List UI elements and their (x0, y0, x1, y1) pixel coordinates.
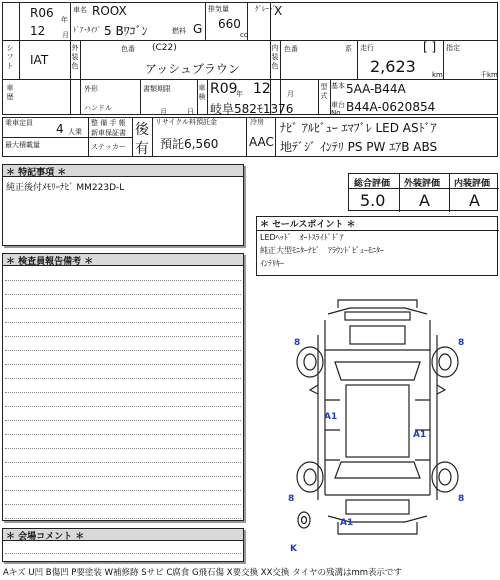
base-label: 基本 (331, 82, 345, 90)
displacement-unit: cc (240, 31, 248, 39)
chassis-label: 車台No. (331, 101, 345, 117)
remark-ruled-line (5, 294, 241, 295)
rear-right-tire-mark: 8 (458, 494, 465, 504)
maxload-label: 最大積載量 (5, 141, 40, 149)
inspector-remarks-box (2, 253, 244, 521)
sales-point-3: ｲﾝﾃﾘｷｰ (260, 259, 284, 268)
remark-ruled-line (5, 476, 241, 477)
damage-legend: Aキズ U凹 B傷凹 P要塗装 W補修跡 Sサビ C腐食 G飛石傷 X要交換 XX交換 タイヤの残溝はmm表示です (3, 568, 403, 578)
remark-ruled-line (5, 406, 241, 407)
special-notes-title: ＊ 特記事項 ＊ (6, 168, 67, 178)
remark-ruled-line (5, 308, 241, 309)
remark-ruled-line (5, 336, 241, 337)
year-unit: 年 (61, 16, 68, 24)
remark-ruled-line (5, 434, 241, 435)
color-code: (C22) (152, 43, 177, 53)
warranty-mark: 有 (135, 141, 149, 157)
equipment-line-1: ﾅﾋﾞ ｱﾙﾋﾞｭｰ ｴﾏﾌﾞﾚ LED ASﾄﾞｱ (280, 121, 437, 135)
history-label: 車歴 (6, 84, 14, 101)
remark-ruled-line (5, 322, 241, 323)
handle-label: ハンドル (84, 104, 112, 112)
year: R06 (30, 6, 54, 20)
rear-k-mark: K (290, 544, 297, 554)
venue-comment-title: ＊ 会場コメント ＊ (6, 532, 85, 542)
interior-grade-label: 内装評価 (454, 179, 491, 189)
interior-grade: A (469, 191, 480, 210)
sales-points-box (256, 216, 498, 276)
plate-number: 岐阜582ﾓ1376 (210, 102, 294, 116)
model-type: 5AA-B44A (346, 82, 406, 96)
exterior-grade-label: 外装評価 (404, 179, 441, 189)
sales-points-title: ＊ セールスポイント ＊ (260, 220, 356, 230)
capacity-unit: 人乗 (68, 128, 82, 136)
sales-point-2: 純正大型ﾓﾆﾀｰﾅﾋﾞ ｱﾗｳﾝﾄﾞﾋﾞｭｰﾓﾆﾀｰ (260, 246, 384, 255)
equipment-line-2: 地ﾃﾞｼﾞ ｲﾝﾃﾘ PS PW ｴｱB ABS (280, 140, 438, 154)
special-notes-box (2, 164, 244, 246)
car-outline (280, 290, 475, 552)
rear-bumper-mark: A1 (340, 518, 354, 528)
shift: IAT (30, 53, 49, 67)
color-code-label: 色番 (121, 45, 135, 53)
inspection-label: 車検 (198, 84, 206, 101)
int-system-label: 系 (345, 45, 352, 53)
inspection-year-unit: 年 (236, 90, 243, 98)
total-grade-label: 総合評価 (354, 179, 391, 189)
remark-ruled-line (5, 364, 241, 365)
maintenance-label: 整 備 手 帳 (91, 119, 126, 127)
fuel-label: 燃料 (172, 27, 186, 35)
front-right-tire-mark: 8 (458, 338, 465, 348)
maintenance-mark: 後 (135, 122, 149, 138)
sticker-label: ステッカー (91, 143, 126, 151)
venue-comment-box (2, 528, 244, 562)
inspection-month: 12 (253, 81, 271, 97)
recycle-label: リサイクル料預託金 (155, 118, 218, 126)
book-month: 月 (160, 108, 167, 116)
model-name: ROOX (92, 4, 127, 18)
displacement-label: 排気量 (208, 5, 229, 13)
int-color-label: 内装色 (271, 44, 279, 70)
front-left-tire-mark: 8 (294, 338, 301, 348)
model-label: 車名 (73, 6, 87, 14)
remark-ruled-line (5, 448, 241, 449)
remark-ruled-line (5, 378, 241, 379)
displacement: 660 (218, 17, 241, 31)
color-name: アッシュブラウン (145, 62, 240, 76)
remark-ruled-line (5, 420, 241, 421)
grades-box (348, 173, 498, 211)
grade: X (274, 4, 283, 18)
chassis-number: B44A-0620854 (346, 100, 436, 114)
capacity-label: 乗車定員 (5, 119, 33, 127)
inspection-month-unit: 月 (287, 90, 294, 98)
book-label: 書類期限 (143, 85, 171, 93)
spec-unit: 千km (480, 71, 498, 79)
remark-ruled-line (5, 490, 241, 491)
sales-point-1: LEDﾍｯﾄﾞ ｵｰﾄｽﾗｲﾄﾞﾄﾞｱ (260, 233, 344, 242)
remark-ruled-line (5, 350, 241, 351)
mileage-unit: km (432, 71, 443, 79)
ext-color-label: 外装色 (71, 44, 79, 70)
spec-label: 指定 (446, 44, 460, 52)
book-day: 日 (187, 108, 194, 116)
mileage-label: 走行 (360, 44, 374, 52)
mileage: 2,623 (370, 57, 416, 76)
right-door-mark: A1 (413, 430, 427, 440)
remark-ruled-line (5, 392, 241, 393)
form-label: 外形 (84, 85, 98, 93)
warranty-label: 新車保証書 (91, 129, 126, 137)
ac-type: AAC (249, 135, 274, 149)
special-notes-text: 純正後付ﾒﾓﾘｰﾅﾋﾞ MM223D-L (6, 183, 125, 193)
mileage-bracket: [ ] (423, 40, 437, 54)
doors-label: ﾄﾞｱ･ﾀｲﾌﾟ (73, 26, 101, 34)
fuel: G (193, 22, 203, 36)
type-label: 型式 (320, 83, 328, 100)
inspection-era: R09 (210, 81, 238, 97)
inspector-remarks-title: ＊ 検査員報告備考 ＊ (6, 257, 94, 267)
remark-ruled-line (5, 462, 241, 463)
capacity: 4 (56, 122, 64, 136)
month-unit: 月 (62, 31, 69, 39)
month: 12 (30, 24, 46, 38)
ac-label: 冷房 (250, 118, 264, 126)
damage-diagram (280, 290, 475, 552)
int-colno-label: 色番 (284, 45, 298, 53)
grade-label: ｸﾞﾚｰﾄﾞ (255, 5, 276, 13)
doors-type: 5 Bﾜｺﾞﾝ (104, 24, 148, 38)
exterior-grade: A (419, 191, 430, 210)
remark-ruled-line (5, 518, 241, 519)
remark-ruled-line (5, 504, 241, 505)
recycle-deposit: 預託6,560 (160, 137, 219, 151)
shift-label: シフト (6, 44, 14, 70)
rear-left-tire-mark: 8 (288, 494, 295, 504)
left-door-mark: A1 (324, 412, 338, 422)
remark-ruled-line (5, 280, 241, 281)
total-grade: 5.0 (360, 191, 386, 210)
